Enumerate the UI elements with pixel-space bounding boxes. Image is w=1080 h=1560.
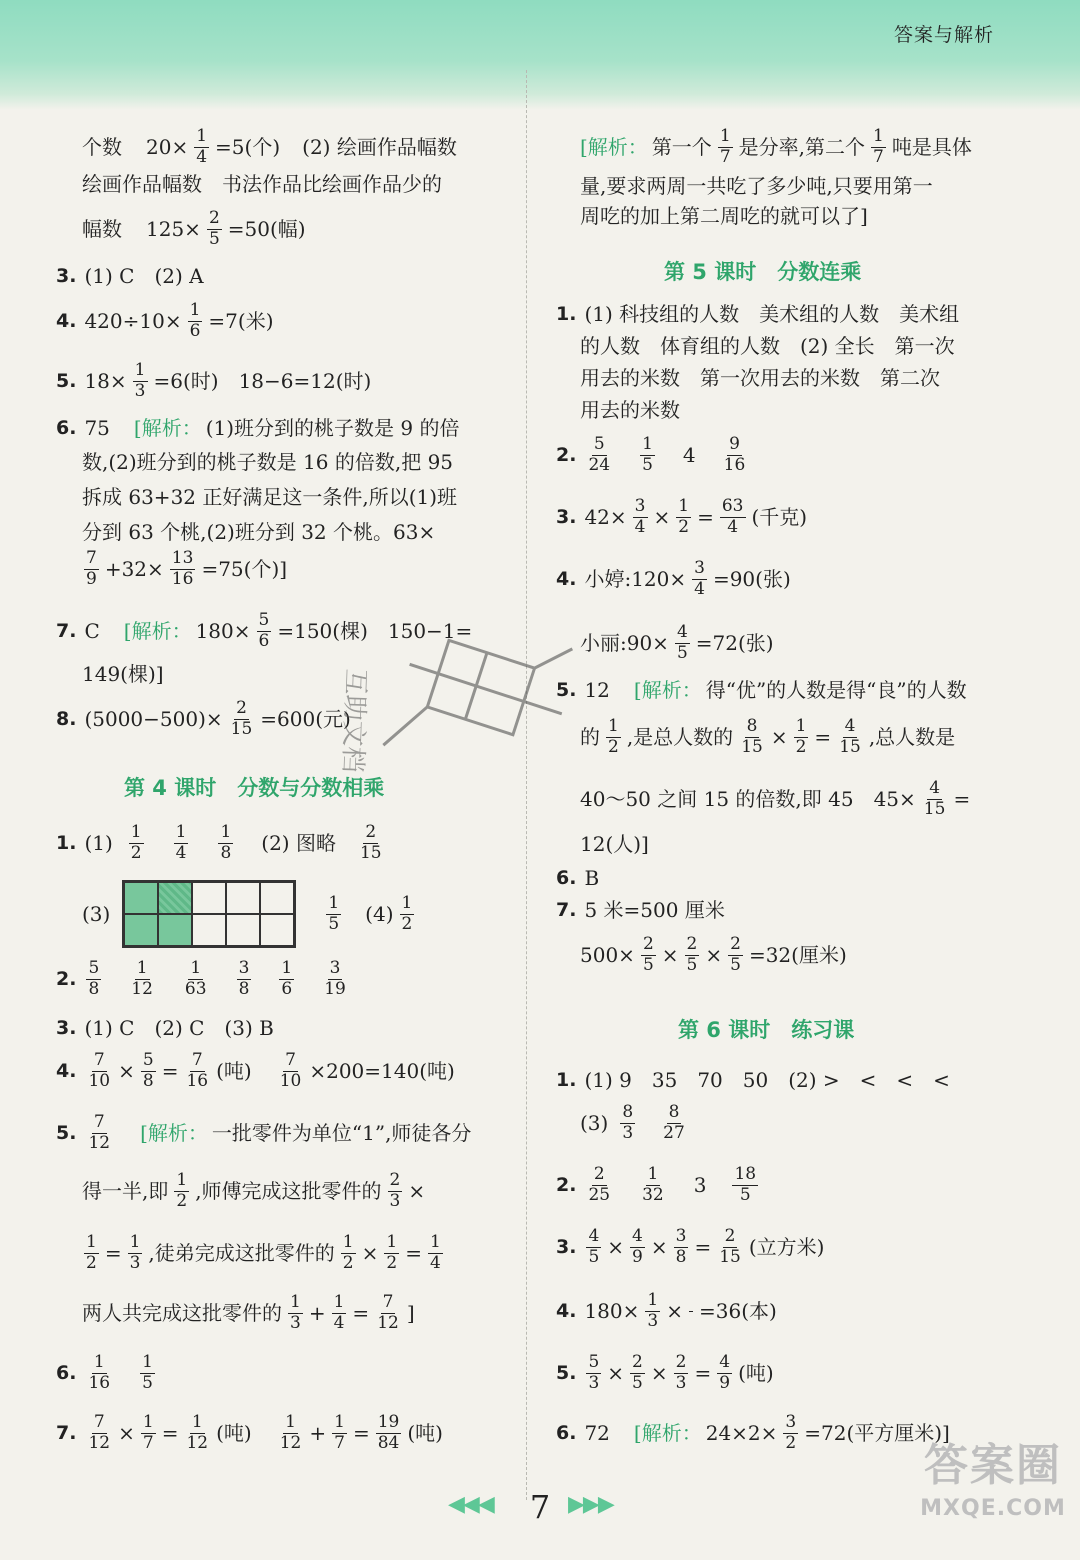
r-line-2 (580, 176, 933, 196)
text: (1)班分到的桃子数是 9 的倍 (205, 416, 460, 440)
text: × (661, 943, 679, 968)
fraction: $\frac{3}{8}$ (238, 958, 250, 999)
text: (3) (580, 1111, 609, 1136)
s4-q2 (56, 960, 350, 999)
text: 180× (584, 1299, 640, 1324)
fraction: $\frac{1}{2}$ (176, 1170, 188, 1211)
s6-q2 (556, 1166, 760, 1205)
fraction: $\frac{1}{32}$ (642, 1164, 664, 1205)
fraction: $\frac{5}{8}$ (88, 958, 100, 999)
fraction: $\frac{1}{6}$ (189, 300, 201, 341)
text: 75 (84, 416, 130, 440)
header-title: 答案与解析 (893, 24, 994, 46)
question-number: 5. (556, 678, 577, 701)
s4-q1 (56, 824, 386, 863)
watermark-logo-text: 答案圈 (924, 1440, 1062, 1491)
question-number: 6. (56, 416, 77, 439)
question-number: 6. (556, 1421, 577, 1444)
text: =72(平方厘米)] (804, 1421, 950, 1446)
text: 20× (146, 135, 189, 160)
s5-q6 (556, 868, 599, 888)
text: 一批零件为单位“1”,师徒各分 (211, 1121, 472, 1146)
text: 个数 (82, 135, 122, 160)
fraction: $\frac{63}{4}$ (721, 496, 744, 537)
text: 拆成 63+32 正好满足这一条件,所以(1)班 (82, 485, 458, 509)
text: 分到 63 个桃,(2)班分到 32 个桃。63× (82, 520, 436, 544)
fraction: $\frac{1}{2}$ (678, 496, 690, 537)
q6-line3 (82, 487, 457, 507)
text: 两人共完成这批零件的 (82, 1301, 282, 1326)
fraction: $\frac{4}{9}$ (632, 1226, 643, 1267)
text: × (770, 725, 788, 750)
page-number: 7 (529, 1488, 551, 1526)
q4 (56, 302, 274, 341)
text: × (408, 1179, 426, 1204)
text: 72 (584, 1421, 630, 1446)
fraction: $\frac{2}{25}$ (588, 1164, 611, 1205)
fraction: $\frac{1}{4}$ (333, 1292, 345, 1333)
text: (2) 绘画作品幅数 (302, 135, 457, 160)
question-number: 2. (56, 967, 77, 990)
fraction: $\frac{1}{3}$ (647, 1290, 659, 1331)
fraction: $\frac{1}{63}$ (184, 958, 207, 999)
text: 第一个 (651, 135, 712, 160)
text: × (607, 1361, 625, 1386)
section-title-5: 第 5 课时 分数连乘 (664, 260, 862, 284)
fraction: $\frac{1}{3}$ (134, 360, 146, 401)
question-number: 3. (56, 264, 77, 287)
question-number: 1. (556, 302, 577, 325)
fraction: $\frac{3}{19}$ (324, 958, 346, 999)
fraction: $\frac{1}{4}$ (175, 822, 187, 863)
fraction: $\frac{2}{5}$ (632, 1352, 643, 1393)
q6-line5 (82, 550, 287, 589)
fraction: $\frac{1}{2}$ (130, 822, 142, 863)
fraction: $\frac{1}{7}$ (719, 126, 731, 167)
s5-q5-line2 (580, 718, 955, 757)
text: 用去的米数 (580, 398, 680, 422)
s4-q6 (56, 1354, 157, 1393)
s6-q6 (556, 1414, 950, 1453)
fraction: $\frac{4}{15}$ (923, 778, 946, 819)
text: 125× (146, 217, 201, 242)
text: 12(人)] (580, 832, 649, 856)
text: 149(棵)] (82, 662, 164, 686)
q8 (56, 700, 351, 739)
text: (5000−500)× (84, 707, 223, 732)
s6-q1 (556, 1070, 950, 1090)
text: (2) 图略 (261, 831, 336, 856)
fraction: $\frac{1}{7}$ (334, 1412, 345, 1453)
text: 3 (693, 1173, 707, 1198)
fraction: $\frac{7}{16}$ (186, 1050, 209, 1091)
text: =5(个) (215, 135, 281, 160)
text: = (953, 787, 971, 812)
s6-q1-line2 (580, 1104, 689, 1143)
text: 5 米=500 厘米 (584, 898, 725, 922)
fraction: $\frac{1}{2}$ (386, 1232, 398, 1273)
text: =75(个)] (201, 557, 288, 582)
fraction: $\frac{1}{2}$ (795, 716, 807, 757)
analysis-label: [解析： (133, 416, 202, 440)
fraction: $\frac{9}{16}$ (723, 434, 746, 475)
fraction: $\frac{1}{4}$ (429, 1232, 441, 1273)
question-number: 4. (556, 1299, 577, 1322)
text: × (653, 505, 671, 530)
text: C (84, 619, 120, 644)
fraction: $\frac{1}{5}$ (142, 1352, 153, 1393)
question-number: 3. (556, 505, 577, 528)
text: 420÷10× (84, 309, 182, 334)
fraction: $\frac{1}{2}$ (608, 716, 619, 757)
analysis-label: [解析： (633, 678, 702, 702)
text: =50(幅) (227, 217, 306, 242)
text: (1) (84, 831, 113, 856)
text: × (650, 1361, 668, 1386)
s5-q1 (556, 304, 959, 324)
text: (1) 9 35 70 50 (2) > < < < (584, 1068, 950, 1092)
text: ,徒弟完成这批零件的 (148, 1241, 335, 1266)
left-line-2 (82, 174, 442, 194)
q7-line2 (82, 664, 164, 684)
text: + (308, 1301, 326, 1326)
question-number: 7. (56, 619, 77, 642)
text: (吨) (216, 1059, 272, 1084)
s5-q3 (556, 498, 807, 537)
question-number: 8. (56, 707, 77, 730)
page-header (0, 0, 1080, 110)
text: × (607, 1235, 625, 1260)
s4-q5-line2 (82, 1172, 425, 1211)
text: = (405, 1241, 422, 1266)
next-arrows-icon: ▶▶▶ (568, 1492, 613, 1517)
q5 (56, 362, 371, 401)
question-number: 3. (56, 1016, 77, 1039)
text: + (309, 1421, 327, 1446)
fraction: $\frac{8}{3}$ (622, 1102, 634, 1143)
text: 周吃的加上第二周吃的就可以了] (580, 204, 868, 228)
text: (千克) (751, 505, 808, 530)
question-number: 6. (556, 866, 577, 889)
fraction: $\frac{18}{5}$ (734, 1164, 757, 1205)
text: 得一半,即 (82, 1179, 169, 1204)
text: =90(张) (712, 567, 791, 592)
question-number: 7. (556, 898, 577, 921)
watermark-url: MXQE.COM (920, 1496, 1066, 1521)
text: 是分率,第二个 (738, 135, 865, 160)
text: × (705, 943, 723, 968)
fraction: $\frac{7}{10}$ (88, 1050, 111, 1091)
s6-q4 (556, 1292, 777, 1331)
fraction: $\frac{3}{2}$ (785, 1412, 797, 1453)
question-number: 2. (556, 443, 577, 466)
question-number: 4. (56, 1059, 77, 1082)
r-line-1 (580, 128, 972, 167)
s5-q4 (556, 560, 791, 599)
text: 12 (584, 678, 630, 702)
text: =150(棵) 150−1= (277, 619, 473, 644)
stamp-text: 互助文档 (336, 668, 371, 774)
question-number: 6. (56, 1361, 77, 1384)
fraction: $\frac{8}{27}$ (663, 1102, 685, 1143)
r-line-3 (580, 206, 868, 226)
fraction: $\frac{4}{5}$ (588, 1226, 600, 1267)
fraction: $\frac{1}{12}$ (279, 1412, 302, 1453)
text: 小丽:90× (580, 631, 669, 656)
fraction: $\frac{5}{6}$ (258, 610, 270, 651)
text: 量,要求两周一共吃了多少吨,只要用第一 (580, 174, 933, 198)
shaded-grid-figure (122, 880, 296, 948)
text: =6(时) 18−6=12(时) (153, 369, 372, 394)
fraction: $\frac{5}{24}$ (588, 434, 611, 475)
text: = (104, 1241, 122, 1266)
fraction: $\frac{3}{4}$ (634, 496, 646, 537)
analysis-label: [解析： (140, 1121, 208, 1146)
question-number: 1. (56, 831, 77, 854)
analysis-label: [解析： (633, 1421, 702, 1446)
fraction: $\frac{1}{3}$ (129, 1232, 141, 1273)
text: 40～50 之间 15 的倍数,即 45 45× (580, 787, 916, 812)
text: (3) (82, 902, 111, 926)
s5-q7-line2 (580, 936, 847, 975)
text: 数,(2)班分到的桃子数是 16 的倍数,把 95 (82, 450, 454, 474)
text: = (814, 725, 832, 750)
q6-line4 (82, 522, 435, 542)
fraction: $\frac{13}{16}$ (171, 548, 194, 589)
fraction: $\frac{2}{5}$ (208, 208, 220, 249)
fraction: $\frac{1}{6}$ (281, 958, 293, 999)
fraction: $\frac{2}{5}$ (686, 934, 698, 975)
text: 的人数 体育组的人数 (2) 全长 第一次 (580, 334, 955, 358)
text: × (118, 1421, 135, 1446)
text: (吨) (216, 1421, 272, 1446)
fraction: $\frac{1}{4}$ (196, 126, 208, 167)
s5-q2 (556, 436, 749, 475)
text: = (694, 1235, 712, 1260)
text: =72(张) (695, 631, 774, 656)
fraction: $\frac{1}{5}$ (328, 892, 340, 934)
text: = (697, 505, 714, 530)
analysis-label: [解析： (123, 619, 192, 644)
text: × (666, 1299, 683, 1324)
site-watermark (918, 1436, 1068, 1556)
text: B (584, 866, 600, 890)
question-number: 1. (556, 1068, 577, 1091)
text: 的 (580, 725, 600, 750)
fraction: $\frac{7}{12}$ (377, 1292, 399, 1333)
text: × (118, 1059, 135, 1084)
s4-q5-line4 (82, 1294, 415, 1333)
q6 (56, 418, 460, 438)
analysis-label: [解析： (580, 135, 648, 160)
section-title-6: 第 6 课时 练习课 (678, 1018, 855, 1042)
text: ] (406, 1301, 415, 1326)
s4-q5-line3 (82, 1234, 445, 1273)
fraction: $\frac{1}{7}$ (873, 126, 884, 167)
fraction: $\frac{1}{8}$ (220, 822, 232, 863)
question-number: 7. (56, 1421, 77, 1444)
text: ,师傅完成这批零件的 (195, 1179, 382, 1204)
fraction (689, 1310, 693, 1313)
text: 吨是具体 (891, 135, 972, 160)
text: 得“优”的人数是得“良”的人数 (705, 678, 967, 702)
text: ×200=140(吨) (309, 1059, 455, 1084)
fraction: $\frac{1}{2}$ (401, 892, 413, 934)
fraction: $\frac{7}{9}$ (86, 548, 97, 589)
s4-q3 (56, 1018, 274, 1038)
text: × (650, 1235, 668, 1260)
fraction: $\frac{5}{8}$ (142, 1050, 154, 1091)
text: ,是总人数的 (626, 725, 734, 750)
fraction: $\frac{19}{84}$ (377, 1412, 400, 1453)
text: +32× (104, 557, 164, 582)
left-line-3 (82, 210, 306, 249)
text: =36(本) (698, 1299, 777, 1324)
fraction: $\frac{1}{7}$ (142, 1412, 154, 1453)
question-number: 3. (556, 1235, 577, 1258)
fraction: $\frac{7}{12}$ (88, 1112, 111, 1153)
left-line-1 (82, 128, 457, 167)
fraction: $\frac{7}{10}$ (279, 1050, 302, 1091)
fraction: $\frac{3}{8}$ (675, 1226, 687, 1267)
fraction: $\frac{2}{5}$ (642, 934, 654, 975)
s4-q4 (56, 1052, 455, 1091)
text: (立方米) (748, 1235, 825, 1260)
text: 18× (84, 369, 127, 394)
fraction: $\frac{2}{5}$ (730, 934, 741, 975)
prev-arrows-icon: ◀◀◀ (448, 1492, 493, 1517)
text: 500× (580, 943, 635, 968)
s5-q1-line2 (580, 336, 955, 356)
question-number: 2. (556, 1173, 577, 1196)
fraction: $\frac{4}{9}$ (719, 1352, 731, 1393)
s5-q1-line3 (580, 368, 940, 388)
text: = (694, 1361, 712, 1386)
text: 幅数 (82, 217, 122, 242)
fraction: $\frac{4}{5}$ (676, 622, 688, 663)
s5-q5-line4 (580, 834, 649, 854)
fraction: $\frac{3}{4}$ (694, 558, 705, 599)
s5-q1-line4 (580, 400, 680, 420)
text: = (161, 1059, 179, 1084)
s5-q5 (556, 680, 967, 700)
text: 绘画作品幅数 书法作品比绘画作品少的 (82, 172, 442, 196)
text: = (352, 1421, 370, 1446)
fraction: $\frac{1}{16}$ (88, 1352, 111, 1393)
question-number: 4. (56, 309, 77, 332)
text: (吨) (407, 1421, 443, 1446)
fraction: $\frac{2}{3}$ (675, 1352, 687, 1393)
text: =32(厘米) (748, 943, 847, 968)
q3 (56, 266, 204, 286)
fraction: $\frac{2}{3}$ (389, 1170, 401, 1211)
text: =600(元) (260, 707, 351, 732)
fraction: $\frac{4}{15}$ (839, 716, 861, 757)
text: × (361, 1241, 379, 1266)
question-number: 5. (56, 1121, 77, 1144)
text: (4) (365, 902, 394, 926)
text: (吨) (738, 1361, 774, 1386)
text: 小婷:120× (584, 567, 687, 592)
s5-q4-line2 (580, 624, 774, 663)
q6-line2 (82, 452, 453, 472)
fraction: $\frac{8}{15}$ (741, 716, 763, 757)
s5-q7 (556, 900, 725, 920)
question-number: 5. (556, 1361, 577, 1384)
fraction: $\frac{2}{15}$ (719, 1226, 741, 1267)
s6-q3 (556, 1228, 824, 1267)
fraction: $\frac{1}{12}$ (186, 1412, 209, 1453)
question-number: 5. (56, 369, 77, 392)
text: (1) 科技组的人数 美术组的人数 美术组 (584, 302, 960, 326)
fraction: $\frac{1}{5}$ (642, 434, 653, 475)
s4-q1-part3 (82, 880, 416, 948)
text: 42× (584, 505, 627, 530)
fraction: $\frac{1}{2}$ (86, 1232, 97, 1273)
text: 180× (195, 619, 251, 644)
fraction: $\frac{2}{15}$ (359, 822, 382, 863)
text: ,总人数是 (868, 725, 956, 750)
section-title-4: 第 4 课时 分数与分数相乘 (124, 776, 385, 800)
fraction: $\frac{1}{12}$ (131, 958, 153, 999)
text: =7(米) (208, 309, 274, 334)
text: 用去的米数 第一次用去的米数 第二次 (580, 366, 940, 390)
text: (1) C (2) A (84, 264, 204, 288)
fraction: $\frac{2}{15}$ (230, 698, 253, 739)
s4-q7 (56, 1414, 443, 1453)
text: (1) C (2) C (3) B (84, 1016, 274, 1040)
fraction: $\frac{1}{3}$ (290, 1292, 301, 1333)
s6-q5 (556, 1354, 774, 1393)
text: = (161, 1421, 179, 1446)
text: 4 (682, 443, 696, 468)
fraction: $\frac{7}{12}$ (88, 1412, 111, 1453)
s5-q5-line3 (580, 780, 970, 819)
text: = (352, 1301, 370, 1326)
fraction: $\frac{5}{3}$ (588, 1352, 600, 1393)
fraction: $\frac{1}{2}$ (342, 1232, 354, 1273)
question-number: 4. (556, 567, 577, 590)
text: 24×2× (705, 1421, 778, 1446)
s4-q5 (56, 1114, 471, 1153)
